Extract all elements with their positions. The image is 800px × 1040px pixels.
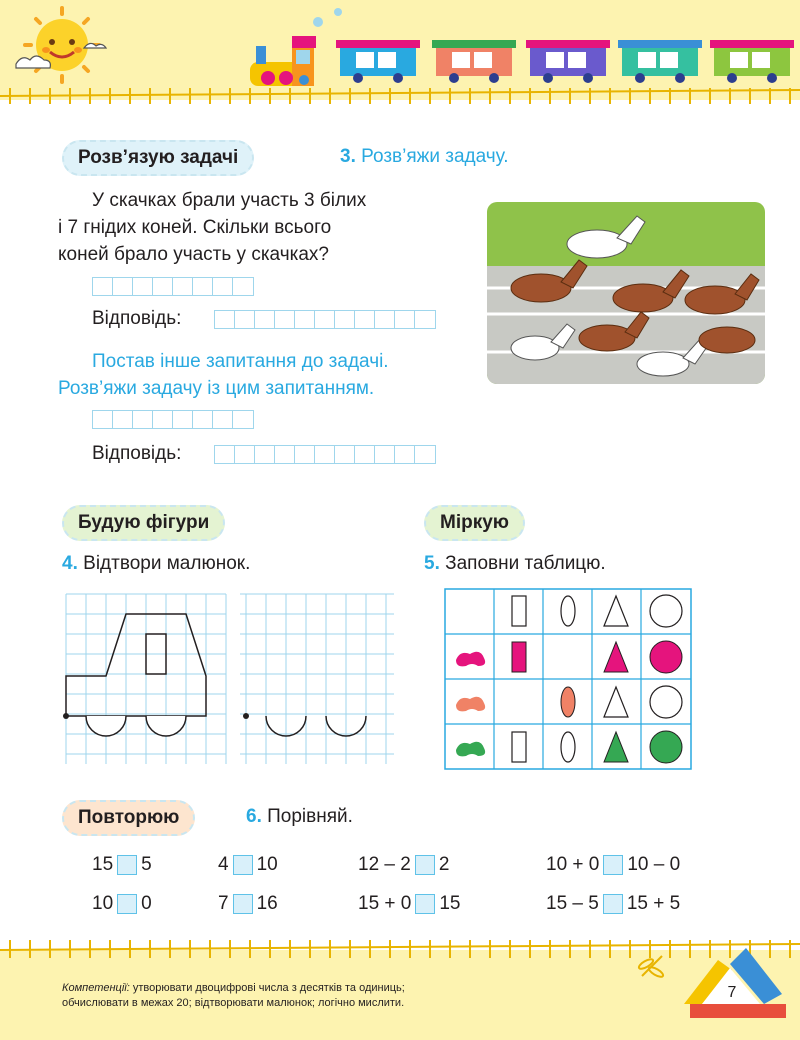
competences-text: утворювати двоцифрові числа з десятків та одиниць; — [129, 982, 405, 994]
cmp-right: 16 — [256, 893, 278, 914]
competences-note — [62, 981, 582, 1011]
answer-cells-2[interactable] — [214, 445, 436, 464]
cmp-right: 10 – 0 — [627, 854, 681, 875]
cmp-left: 15 — [92, 854, 114, 875]
cmp-right: 10 — [256, 854, 278, 875]
ellipse-filled-salmon-icon — [561, 687, 575, 717]
compare-box[interactable] — [603, 894, 623, 914]
cmp-left: 15 + 0 — [358, 893, 412, 914]
task-instruction: Розв’яжи задачу. — [361, 146, 509, 167]
compare-box[interactable] — [117, 855, 137, 875]
page-badge-icon — [684, 948, 786, 1018]
start-dot — [63, 713, 69, 719]
page-number: 7 — [727, 984, 737, 1001]
comparison-item — [358, 893, 461, 915]
comparison-item — [358, 854, 449, 876]
comparison-item — [546, 854, 680, 876]
cmp-right: 5 — [141, 854, 152, 875]
shapes-table — [444, 588, 694, 772]
start-dot — [243, 713, 249, 719]
grid-left — [66, 594, 226, 764]
cmp-left: 4 — [218, 854, 229, 875]
horses-illustration — [487, 202, 765, 384]
header-decoration — [0, 0, 800, 110]
circle-filled-pink-icon — [650, 641, 682, 673]
answer-cells[interactable] — [214, 310, 436, 329]
task-4-heading — [62, 553, 250, 575]
problem-line: коней брало участь у скачках? — [58, 244, 329, 265]
task-number: 3. — [340, 146, 356, 167]
task-instruction: Заповни таблицю. — [445, 553, 606, 574]
problem-line: і 7 гнідих коней. Скільки всього — [58, 217, 332, 238]
comparison-item — [92, 854, 152, 876]
competences-line-2: обчислювати в межах 20; відтворювати малюнок; логічно мислити. — [62, 997, 405, 1009]
task-instruction: Відтвори малюнок. — [83, 553, 251, 574]
task-6-heading — [246, 806, 353, 828]
cmp-left: 12 – 2 — [358, 854, 411, 875]
compare-box[interactable] — [415, 894, 435, 914]
grid-right — [240, 594, 394, 764]
comparison-item — [546, 893, 680, 915]
task-number: 4. — [62, 553, 78, 574]
problem-text — [58, 187, 478, 268]
competences-label: Компетенції: — [62, 982, 130, 994]
drawing-grids — [56, 584, 396, 770]
cmp-left: 7 — [218, 893, 229, 914]
rect-filled-pink-icon — [512, 642, 526, 672]
problem-line: У скачках брали участь 3 білих — [92, 190, 367, 211]
compare-box[interactable] — [117, 894, 137, 914]
cmp-left: 10 — [92, 893, 114, 914]
fence-decoration — [0, 88, 800, 104]
comparison-item — [218, 854, 278, 876]
compare-box[interactable] — [603, 855, 623, 875]
extra-task-text — [58, 348, 488, 402]
compare-box[interactable] — [415, 855, 435, 875]
section-pill-repeat: Повторюю — [62, 800, 195, 836]
cmp-left: 10 + 0 — [546, 854, 600, 875]
section-pill-solve: Розв’язую задачі — [62, 140, 254, 176]
answer-label-2: Відповідь: — [92, 443, 182, 464]
compare-box[interactable] — [233, 855, 253, 875]
solution-cells[interactable] — [92, 277, 254, 296]
cmp-right: 15 — [439, 893, 461, 914]
comparison-item — [92, 893, 152, 915]
truck-figure — [66, 614, 206, 736]
train-icon — [250, 8, 794, 86]
extra-line: Постав інше запитання до задачі. — [92, 351, 389, 372]
wheels-partial — [266, 716, 366, 736]
task-3-heading — [340, 146, 509, 168]
competences-line-1 — [62, 981, 582, 996]
solution-cells-2[interactable] — [92, 410, 254, 429]
fence-decoration — [0, 940, 800, 958]
task-number: 5. — [424, 553, 440, 574]
circle-filled-green-icon — [650, 731, 682, 763]
section-pill-think: Міркую — [424, 505, 525, 541]
cmp-right: 15 + 5 — [626, 893, 681, 914]
answer-label: Відповідь: — [92, 308, 182, 329]
dragonfly-icon — [638, 956, 665, 979]
task-number: 6. — [246, 806, 262, 827]
compare-box[interactable] — [233, 894, 253, 914]
task-instruction: Порівняй. — [267, 806, 353, 827]
cmp-right: 0 — [141, 893, 152, 914]
extra-line: Розв’яжи задачу із цим запитанням. — [58, 378, 375, 399]
cmp-left: 15 – 5 — [546, 893, 599, 914]
task-5-heading — [424, 553, 606, 575]
section-pill-figures: Будую фігури — [62, 505, 225, 541]
cmp-right: 2 — [438, 854, 450, 875]
comparison-item — [218, 893, 278, 915]
